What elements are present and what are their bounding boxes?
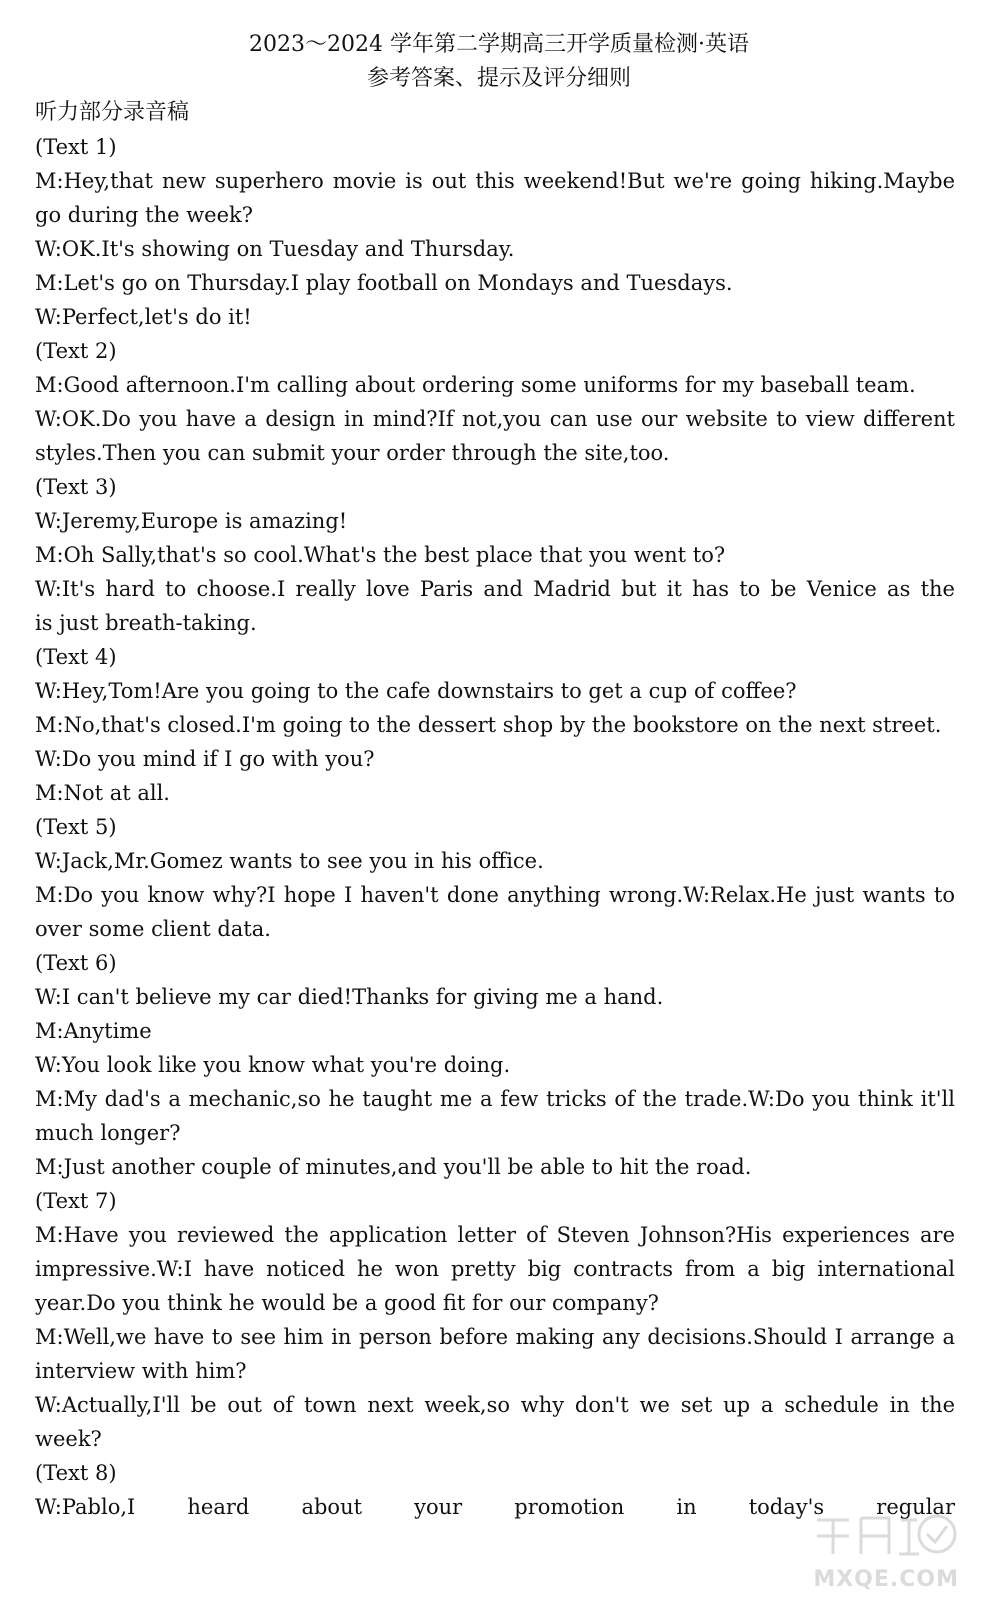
section-title: 听力部分录音稿 xyxy=(35,100,190,125)
document-title: 2023～2024 学年第二学期高三开学质量检测·英语 xyxy=(249,32,749,57)
transcript-line: M:Oh Sally,that's so cool.What's the best place that you went to? xyxy=(35,543,726,567)
transcript-line: M:Well,we have to see him in person before making any decisions.Should I arrange a xyxy=(35,1325,955,1349)
transcript-line: M:Not at all. xyxy=(35,781,170,805)
transcript-line: much longer? xyxy=(35,1121,181,1145)
transcript-line: M:Anytime xyxy=(35,1019,152,1043)
transcript-line: W:OK.Do you have a design in mind?If not,you can use our website to view different xyxy=(35,407,955,431)
transcript-line: M:Let's go on Thursday.I play football on Mondays and Tuesdays. xyxy=(35,271,733,295)
text-heading: (Text 6) xyxy=(35,951,117,975)
transcript-line: W:Perfect,let's do it! xyxy=(35,305,252,329)
transcript-line: W:OK.It's showing on Tuesday and Thursday. xyxy=(35,237,515,261)
text-heading: (Text 1) xyxy=(35,135,117,159)
transcript-line: W:Pablo,I heard about your promotion in today's regular xyxy=(35,1495,955,1519)
transcript-line: M:My dad's a mechanic,so he taught me a few tricks of the trade.W:Do you think it'll xyxy=(35,1087,955,1111)
text-heading: (Text 3) xyxy=(35,475,117,499)
transcript-line: week? xyxy=(35,1427,102,1451)
transcript-line: W:Hey,Tom!Are you going to the cafe downstairs to get a cup of coffee? xyxy=(35,679,797,703)
transcript-line: impressive.W:I have noticed he won pretty big contracts from a big international xyxy=(35,1257,955,1281)
transcript-line: W:I can't believe my car died!Thanks for giving me a hand. xyxy=(35,985,664,1009)
transcript-line: M:Have you reviewed the application letter of Steven Johnson?His experiences are xyxy=(35,1223,955,1247)
transcript-line: W:Actually,I'll be out of town next week,so why don't we set up a schedule in the xyxy=(35,1393,955,1417)
transcript-line: M:Good afternoon.I'm calling about ordering some uniforms for my baseball team. xyxy=(35,373,916,397)
transcript-line: W:Do you mind if I go with you? xyxy=(35,747,375,771)
watermark-text: MXQE.COM xyxy=(813,1567,959,1592)
text-heading: (Text 5) xyxy=(35,815,117,839)
transcript-line: M:No,that's closed.I'm going to the dessert shop by the bookstore on the next street. xyxy=(35,713,942,737)
transcript-line: M:Do you know why?I hope I haven't done anything wrong.W:Relax.He just wants to xyxy=(35,883,955,907)
transcript-line: W:It's hard to choose.I really love Paris and Madrid but it has to be Venice as the xyxy=(35,577,955,601)
document-subtitle: 参考答案、提示及评分细则 xyxy=(366,66,631,91)
transcript-line: M:Just another couple of minutes,and you'll be able to hit the road. xyxy=(35,1155,752,1179)
text-heading: (Text 8) xyxy=(35,1461,117,1485)
transcript-line: over some client data. xyxy=(35,917,271,941)
text-heading: (Text 7) xyxy=(35,1189,117,1213)
transcript-line: styles.Then you can submit your order through the site,too. xyxy=(35,441,670,465)
transcript-line: W:Jeremy,Europe is amazing! xyxy=(35,509,348,533)
transcript-body xyxy=(35,130,955,1524)
transcript-line: M:Hey,that new superhero movie is out this weekend!But we're going hiking.Maybe xyxy=(35,169,955,193)
transcript-line: go during the week? xyxy=(35,203,254,227)
transcript-line: W:Jack,Mr.Gomez wants to see you in his office. xyxy=(35,849,544,873)
transcript-line: is just breath-taking. xyxy=(35,611,257,635)
text-heading: (Text 4) xyxy=(35,645,117,669)
text-heading: (Text 2) xyxy=(35,339,117,363)
transcript-line: W:You look like you know what you're doing. xyxy=(35,1053,511,1077)
document-header xyxy=(43,28,955,96)
transcript-line: year.Do you think he would be a good fit for our company? xyxy=(35,1291,659,1315)
transcript-line: interview with him? xyxy=(35,1359,247,1383)
